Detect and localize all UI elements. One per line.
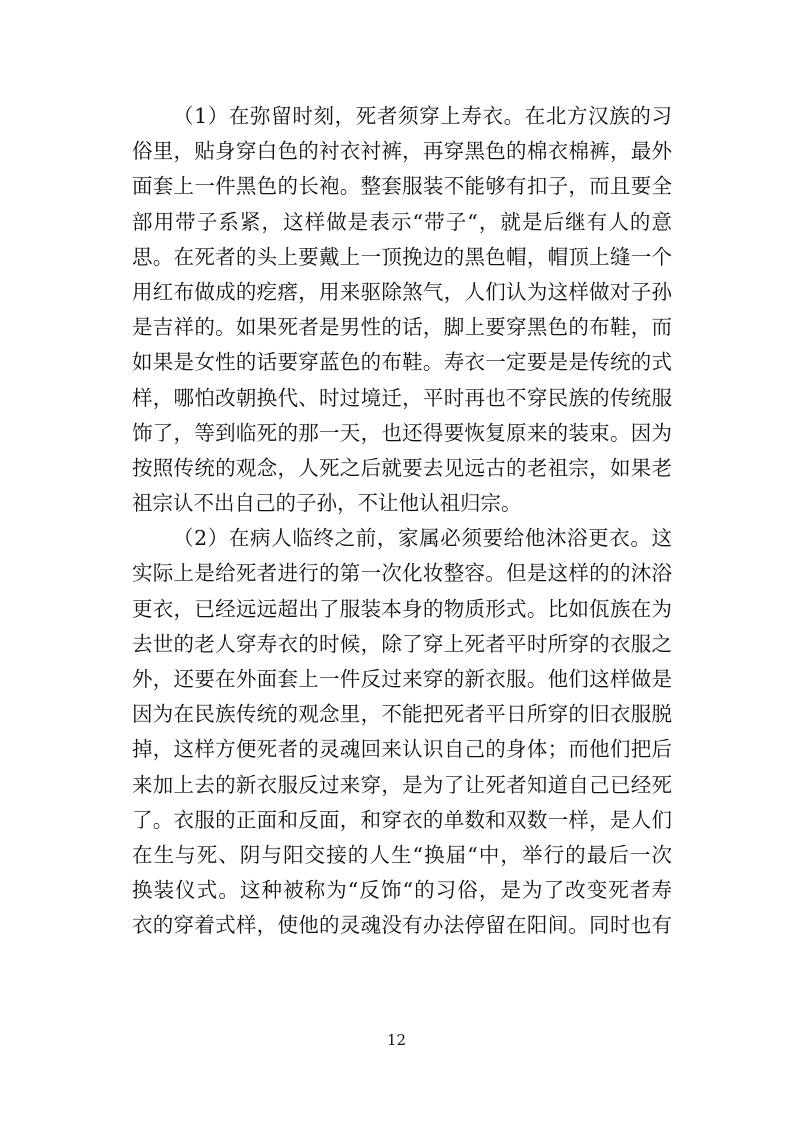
text-line: 按照传统的观念，人死之后就要去见远古的老祖宗，如果老 xyxy=(132,455,672,480)
paragraph-1 xyxy=(132,99,672,521)
text-line: 在生与死、阴与阳交接的人生“换届“中，举行的最后一次 xyxy=(132,842,672,867)
paragraph-2 xyxy=(132,521,672,943)
text-line: 祖宗认不出自己的子孙，不让他认祖归宗。 xyxy=(132,491,522,516)
text-line: 更衣，已经远远超出了服装本身的物质形式。比如佤族在为 xyxy=(132,596,672,621)
text-line: 外，还要在外面套上一件反过来穿的新衣服。他们这样做是 xyxy=(132,667,672,691)
text-line: 实际上是给死者进行的第一次化妆整容。但是这样的的沐浴 xyxy=(132,561,672,586)
text-line: 衣的穿着式样，使他的灵魂没有办法停留在阳间。同时也有 xyxy=(132,913,672,938)
text-line: （1）在弥留时刻，死者须穿上寿衣。在北方汉族的习 xyxy=(173,104,672,128)
text-line: 是吉祥的。如果死者是男性的话，脚上要穿黑色的布鞋，而 xyxy=(132,315,672,340)
text-line: 去世的老人穿寿衣的时候，除了穿上死者平时所穿的衣服之 xyxy=(132,631,672,656)
text-line: 如果是女性的话要穿蓝色的布鞋。寿衣一定要是是传统的式 xyxy=(132,350,672,375)
text-line: 俗里，贴身穿白色的衬衣衬裤，再穿黑色的棉衣棉裤，最外 xyxy=(132,139,672,164)
text-line: 来加上去的新衣服反过来穿，是为了让死者知道自己已经死 xyxy=(132,772,672,797)
text-line: 思。在死者的头上要戴上一顶挽边的黑色帽，帽顶上缝一个 xyxy=(132,244,672,269)
text-line: 掉，这样方便死者的灵魂回来认识自己的身体；而他们把后 xyxy=(132,737,672,762)
text-line: 用红布做成的疙瘩，用来驱除煞气，人们认为这样做对子孙 xyxy=(132,279,672,304)
text-line: 了。衣服的正面和反面，和穿衣的单数和双数一样，是人们 xyxy=(132,807,672,832)
text-line: （2）在病人临终之前，家属必须要给他沐浴更衣。这 xyxy=(173,526,672,551)
text-line: 饰了，等到临死的那一天，也还得要恢复原来的装束。因为 xyxy=(132,420,672,445)
text-line: 因为在民族传统的观念里，不能把死者平日所穿的旧衣服脱 xyxy=(132,702,672,727)
text-line: 样，哪怕改朝换代、时过境迁，平时再也不穿民族的传统服 xyxy=(132,385,672,410)
body-text xyxy=(132,99,672,944)
page-number: 12 xyxy=(386,1031,407,1049)
text-line: 换装仪式。这种被称为“反饰“的习俗，是为了改变死者寿 xyxy=(132,878,672,903)
text-line: 面套上一件黑色的长袍。整套服装不能够有扣子，而且要全 xyxy=(132,174,672,199)
text-line: 部用带子系紧，这样做是表示“带子“，就是后继有人的意 xyxy=(132,209,672,234)
